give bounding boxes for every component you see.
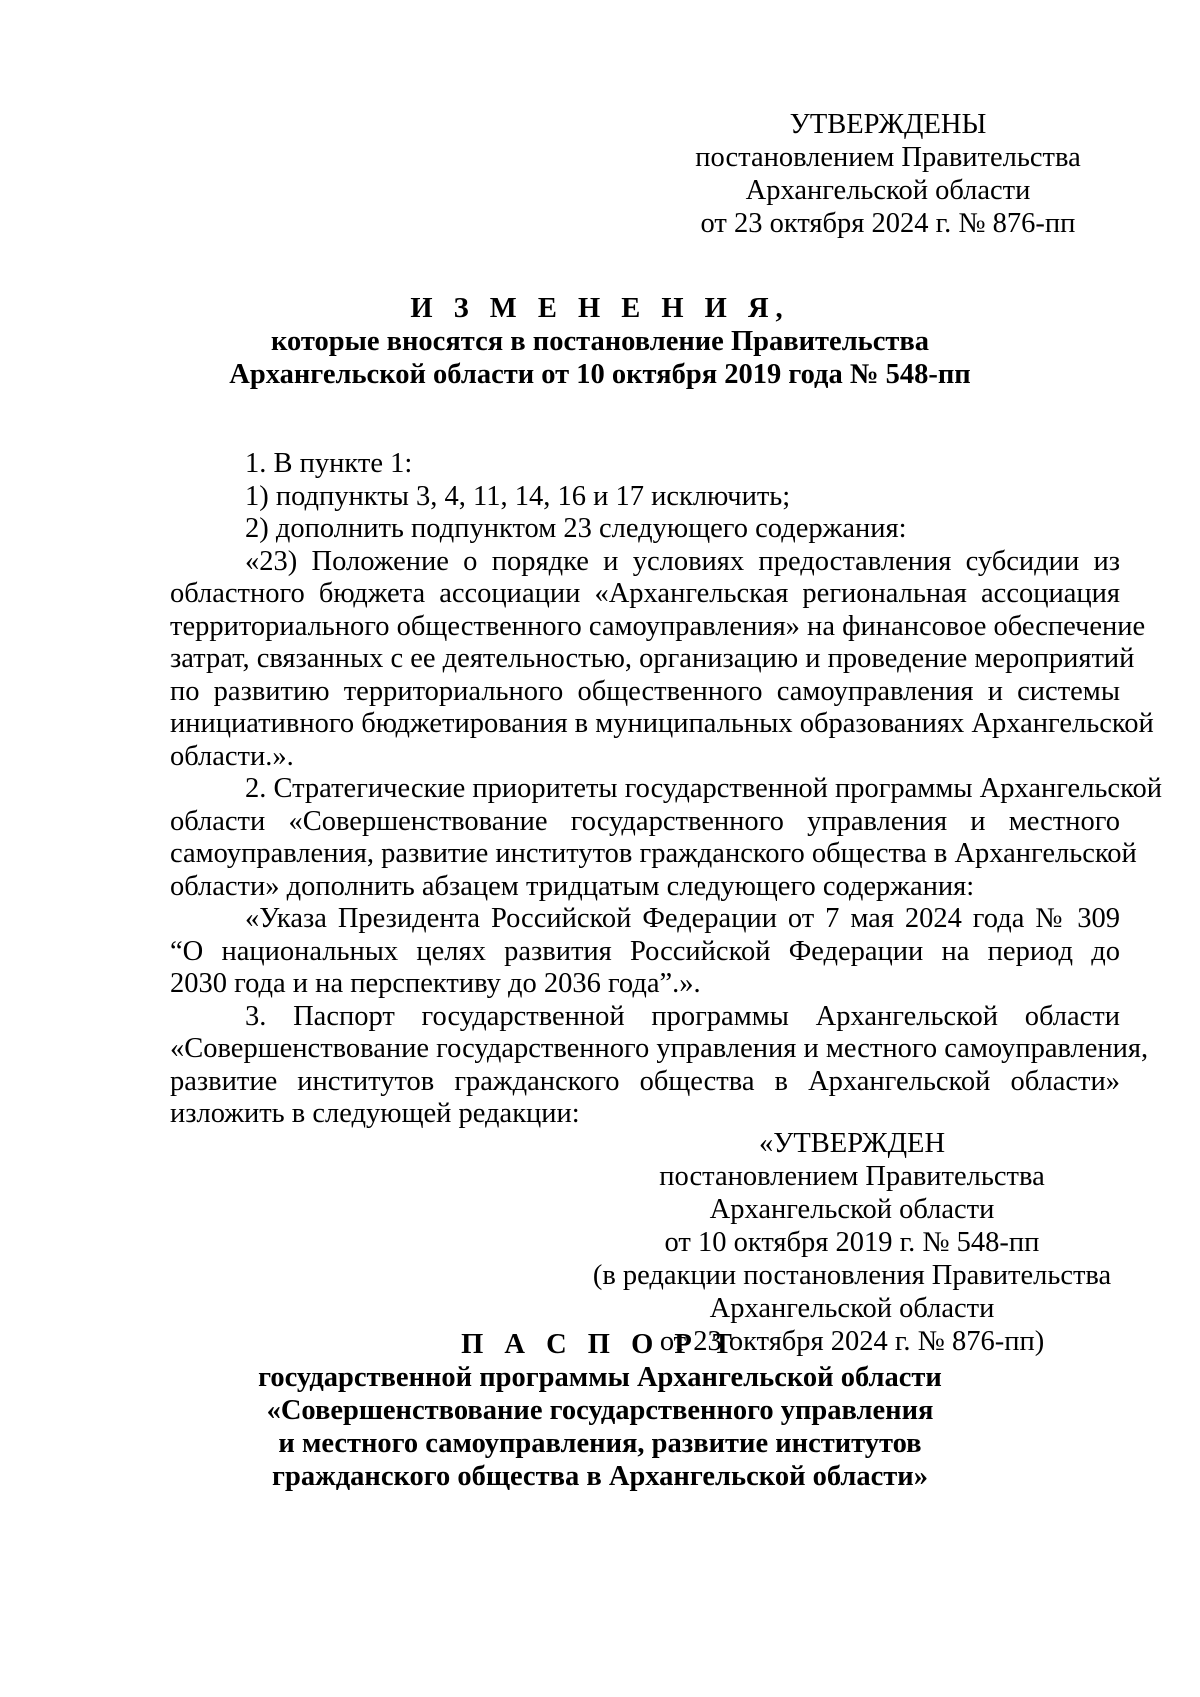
text-line: областного бюджета ассоциации «Архангельская региональная ассоциация — [170, 578, 1120, 609]
approval2-line: постановлением Правительства — [659, 1161, 1045, 1192]
text-line: по развитию территориального общественного самоуправления и системы — [170, 675, 1120, 707]
text-line: развитие институтов гражданского общества в Архангельской области» — [170, 1065, 1120, 1097]
passport-title: П А С П О Р Т — [461, 1329, 739, 1360]
approval-title: УТВЕРЖДЕНЫ — [789, 109, 987, 140]
text-line: 3. Паспорт государственной программы Архангельской области — [245, 1000, 1120, 1032]
approval-line: постановлением Правительства — [695, 142, 1081, 173]
text-line: 2. Стратегические приоритеты государственной программы Архангельской — [245, 773, 1162, 804]
paragraph-1: 1. В пункте 1: — [245, 448, 413, 479]
passport-subtitle-line: гражданского общества в Архангельской области» — [272, 1461, 928, 1492]
paragraph-2-quote — [170, 903, 1120, 1001]
approval-block-2 — [592, 1127, 1112, 1358]
text-line: области «Совершенствование государственного управления и местного — [170, 805, 1120, 837]
text-line: области.». — [170, 740, 294, 772]
document-body — [170, 448, 1162, 1131]
changes-heading — [0, 292, 1200, 391]
approval-block — [648, 108, 1128, 240]
changes-title: И З М Е Н Е Н И Я, — [410, 293, 790, 324]
text-line: изложить в следующей редакции: — [170, 1098, 580, 1129]
changes-subtitle-line: которые вносятся в постановление Правительства — [270, 326, 930, 357]
approval2-line: от 23 октября 2024 г. № 876-пп) — [659, 1326, 1045, 1357]
text-line: самоуправления, развитие институтов гражданского общества в Архангельской — [170, 838, 1137, 869]
quoted-provision-23 — [170, 545, 1154, 774]
paragraph-3 — [170, 1000, 1149, 1131]
approval2-line: Архангельской области — [709, 1293, 995, 1324]
passport-subtitle-line: «Совершенствование государственного управления — [266, 1395, 934, 1426]
approval-line: от 23 октября 2024 г. № 876-пп — [700, 208, 1076, 239]
approval2-line: Архангельской области — [709, 1194, 995, 1225]
text-line: области» дополнить абзацем тридцатым следующего содержания: — [170, 870, 975, 902]
changes-subtitle-line: Архангельской области от 10 октября 2019 года № 548-пп — [229, 359, 971, 390]
approval2-line: (в редакции постановления Правительства — [592, 1260, 1112, 1291]
passport-heading — [0, 1328, 1200, 1493]
subitem-2: 2) дополнить подпунктом 23 следующего содержания: — [245, 513, 907, 544]
text-line: 2030 года и на перспективу до 2036 года”.». — [170, 968, 701, 999]
approval-line: Архангельской области — [745, 175, 1031, 206]
approval2-title: «УТВЕРЖДЕН — [758, 1128, 946, 1159]
text-line: территориального общественного самоуправления» на финансовое обеспечение — [170, 610, 1146, 642]
passport-subtitle-line: и местного самоуправления, развитие институтов — [278, 1428, 922, 1459]
text-line: инициативного бюджетирования в муниципальных образованиях Архангельской — [170, 708, 1154, 739]
text-line: «23) Положение о порядке и условиях предоставления субсидии из — [245, 545, 1120, 577]
text-line: “О национальных целях развития Российской Федерации на период до — [170, 935, 1120, 967]
text-line: затрат, связанных с ее деятельностью, организацию и проведение мероприятий — [170, 643, 1135, 674]
approval2-line: от 10 октября 2019 г. № 548-пп — [664, 1227, 1040, 1258]
subitem-1: 1) подпункты 3, 4, 11, 14, 16 и 17 исключить; — [245, 480, 791, 512]
passport-subtitle-line: государственной программы Архангельской области — [258, 1362, 942, 1393]
text-line: «Совершенствование государственного управления и местного самоуправления, — [170, 1033, 1149, 1064]
paragraph-2 — [170, 773, 1162, 903]
text-line: «Указа Президента Российской Федерации от 7 мая 2024 года № 309 — [245, 903, 1120, 934]
